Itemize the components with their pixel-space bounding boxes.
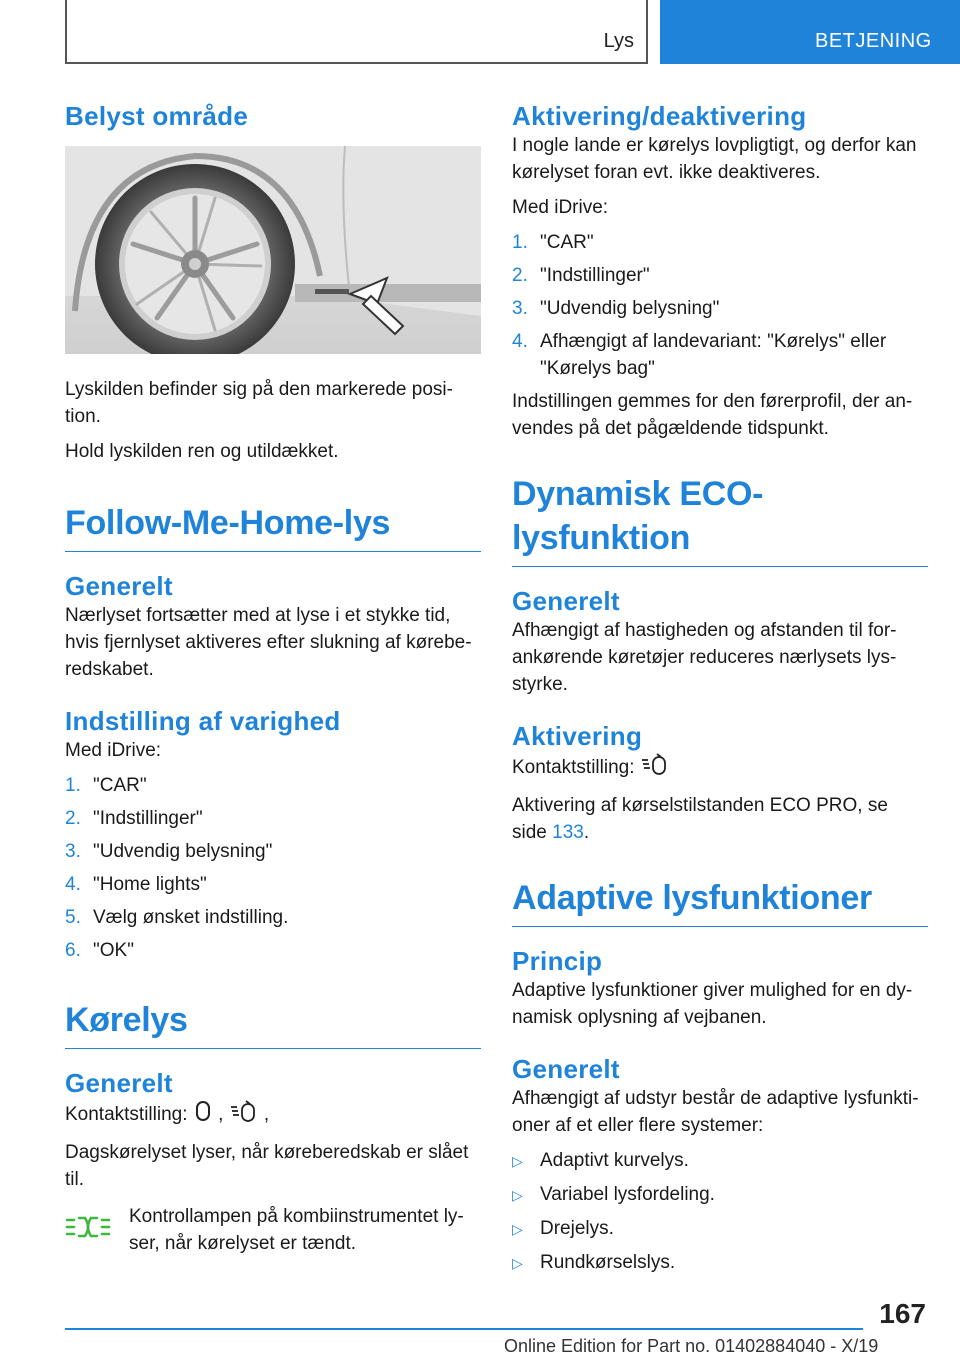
list-item: 6. "OK"	[65, 940, 134, 961]
korelys-kontakt-line: Kontaktstilling: , ,	[65, 1099, 481, 1131]
daytime-running-light-icon	[65, 1203, 129, 1257]
footer-divider	[65, 1328, 863, 1330]
ignition-on-icon	[640, 752, 670, 784]
header-chapter-title: BETJENING	[815, 30, 932, 52]
right-column	[512, 100, 928, 1283]
systems-list	[512, 1147, 928, 1277]
list-item: 2. "Indstillinger"	[512, 265, 650, 286]
ignition-off-icon	[193, 1100, 213, 1130]
header-section-title: Lys	[603, 30, 634, 52]
edition-footer: Online Edition for Part no. 01402884040 - X/19	[504, 1336, 879, 1356]
follow-me-home-heading: Follow-Me-Home-lys	[65, 501, 481, 552]
aktivering-note: Indstillingen gemmes for den førerprofil, der an-vendes på det pågældende tidspunkt.	[512, 391, 913, 439]
eco-generelt-text: Afhængigt af hastigheden og afstanden til for-ankørende køretøjer reduceres nærlysets lys-styrke.	[512, 620, 897, 695]
list-item: 2. "Indstillinger"	[65, 808, 203, 829]
aktivering-steps	[512, 229, 928, 382]
list-item: 4. "Home lights"	[65, 874, 207, 895]
princip-heading: Princip	[512, 946, 603, 976]
generelt-heading-1: Generelt	[65, 571, 173, 601]
adaptive-heading: Adaptive lysfunktioner	[512, 876, 928, 927]
eco-kontakt-line: Kontaktstilling:	[512, 752, 928, 784]
list-item: 1. "CAR"	[512, 232, 594, 253]
aktivering-deaktivering-heading: Aktivering/deaktivering	[512, 101, 807, 131]
adaptive-generelt-text: Afhængigt af udstyr består de adaptive lysfunkti-oner af et eller flere systemer:	[512, 1088, 919, 1136]
eco-generelt-heading: Generelt	[512, 586, 620, 616]
ignition-on-icon	[229, 1099, 259, 1131]
car-wheel-photo	[65, 146, 481, 354]
list-item: 4. Afhængigt af landevariant: "Kørelys" eller "Kørelys bag"	[512, 331, 887, 379]
list-item: ▷ Variabel lysfordeling.	[512, 1181, 928, 1209]
bullet-triangle-icon: ▷	[512, 1187, 523, 1203]
header-section-box	[65, 0, 648, 64]
list-item: 5. Vælg ønsket indstilling.	[65, 907, 289, 928]
generelt-text-1: Nærlyset fortsætter med at lyse i et stykke tid, hvis fjernlyset aktiveres efter slukning af kørebe-redskabet.	[65, 605, 472, 680]
princip-text: Adaptive lysfunktioner giver mulighed for en dy-namisk oplysning af vejbanen.	[512, 980, 913, 1028]
korelys-text: Dagskørelyset lyser, når køreberedskab er slået til.	[65, 1142, 469, 1190]
aktivering-intro: Med iDrive:	[512, 197, 609, 218]
generelt-heading-2: Generelt	[65, 1068, 173, 1098]
page-link[interactable]: 133	[552, 822, 584, 843]
eco-heading: Dynamisk ECO-lysfunktion	[512, 472, 928, 567]
page-number: 167	[879, 1298, 926, 1329]
list-item: 1. "CAR"	[65, 775, 147, 796]
eco-aktivering-text: Aktivering af kørselstilstanden ECO PRO, se side 133.	[512, 795, 888, 843]
list-item: ▷ Adaptivt kurvelys.	[512, 1147, 928, 1175]
aktivering-text: I nogle lande er kørelys lovpligtigt, og derfor kan kørelyset foran evt. ikke deaktiveres.	[512, 135, 917, 183]
belyst-text-2: Hold lyskilden ren og utildækket.	[65, 441, 339, 462]
indicator-text: Kontrollampen på kombiinstrumentet ly-ser, når kørelyset er tændt.	[129, 1206, 464, 1254]
belyst-heading: Belyst område	[65, 101, 249, 131]
indicator-note	[65, 1203, 481, 1257]
list-item: ▷ Drejelys.	[512, 1215, 928, 1243]
adaptive-generelt-heading: Generelt	[512, 1054, 620, 1084]
list-item: 3. "Udvendig belysning"	[65, 841, 273, 862]
bullet-triangle-icon: ▷	[512, 1221, 523, 1237]
left-column	[65, 100, 481, 1257]
korelys-heading: Kørelys	[65, 998, 481, 1049]
varighed-intro: Med iDrive:	[65, 740, 162, 761]
bullet-triangle-icon: ▷	[512, 1255, 523, 1271]
eco-aktivering-heading: Aktivering	[512, 721, 643, 751]
list-item: ▷ Rundkørselslys.	[512, 1249, 928, 1277]
varighed-steps	[65, 772, 481, 964]
list-item: 3. "Udvendig belysning"	[512, 298, 720, 319]
varighed-heading: Indstilling af varighed	[65, 706, 341, 736]
belyst-text-1: Lyskilden befinder sig på den markerede posi-tion.	[65, 379, 453, 427]
bullet-triangle-icon: ▷	[512, 1153, 523, 1169]
